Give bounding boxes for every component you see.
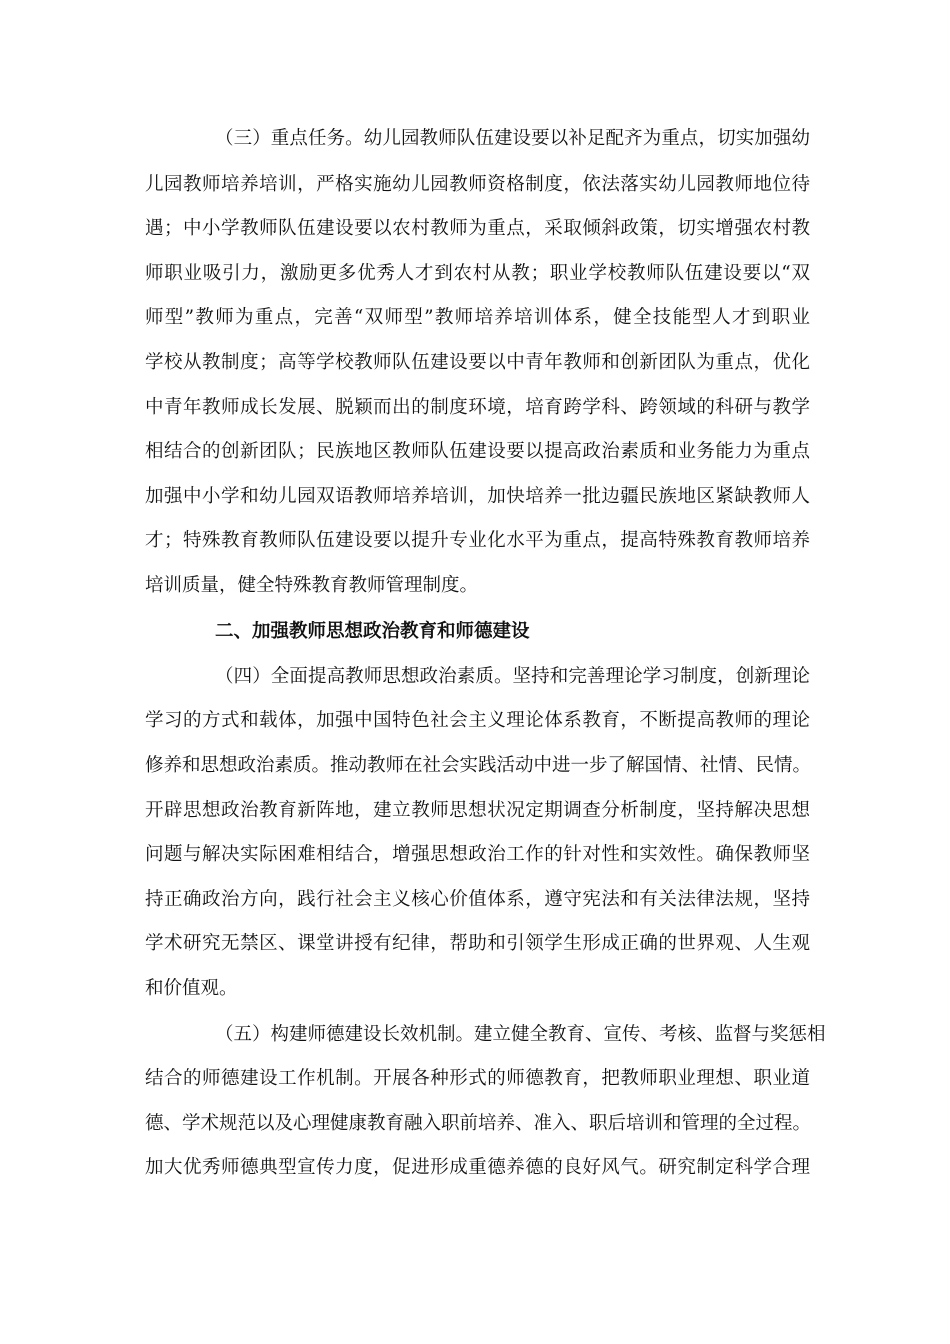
text-line: 持正确政治方向，践行社会主义核心价值体系，遵守宪法和有关法律法规，坚持: [145, 889, 810, 910]
text-line: 德、学术规范以及心理健康教育融入职前培养、准入、职后培训和管理的全过程。: [145, 1113, 812, 1134]
text-line: 相结合的创新团队；民族地区教师队伍建设要以提高政治素质和业务能力为重点: [145, 441, 810, 462]
text-line: 结合的师德建设工作机制。开展各种形式的师德教育，把教师职业理想、职业道: [145, 1068, 810, 1089]
text-line: （三）重点任务。幼儿园教师队伍建设要以补足配齐为重点，切实加强幼: [215, 128, 810, 149]
section-heading: 二、加强教师思想政治教育和师德建设: [215, 621, 530, 642]
text-line: 问题与解决实际困难相结合，增强思想政治工作的针对性和实效性。确保教师坚: [145, 844, 810, 865]
text-line: （四）全面提高教师思想政治素质。坚持和完善理论学习制度，创新理论: [215, 666, 810, 687]
text-line: 学校从教制度；高等学校教师队伍建设要以中青年教师和创新团队为重点，优化: [145, 352, 810, 373]
text-line: 学术研究无禁区、课堂讲授有纪律，帮助和引领学生形成正确的世界观、人生观: [145, 933, 810, 954]
text-line: 和价值观。: [145, 978, 238, 999]
text-line: 加强中小学和幼儿园双语教师培养培训，加快培养一批边疆民族地区紧缺教师人: [145, 486, 810, 507]
text-line: 中青年教师成长发展、脱颖而出的制度环境，培育跨学科、跨领域的科研与教学: [145, 397, 810, 418]
text-line: 开辟思想政治教育新阵地，建立教师思想状况定期调查分析制度，坚持解决思想: [145, 800, 810, 821]
text-line: 学习的方式和载体，加强中国特色社会主义理论体系教育，不断提高教师的理论: [145, 710, 810, 731]
text-line: 儿园教师培养培训，严格实施幼儿园教师资格制度，依法落实幼儿园教师地位待: [145, 174, 810, 195]
text-line: 培训质量，健全特殊教育教师管理制度。: [145, 575, 479, 596]
text-line: （五）构建师德建设长效机制。建立健全教育、宣传、考核、监督与奖惩相: [215, 1024, 826, 1045]
text-line: 修养和思想政治素质。推动教师在社会实践活动中进一步了解国情、社情、民情。: [145, 755, 812, 776]
text-line: 师职业吸引力，激励更多优秀人才到农村从教；职业学校教师队伍建设要以“双: [145, 263, 810, 284]
text-line: 遇；中小学教师队伍建设要以农村教师为重点，采取倾斜政策，切实增强农村教: [145, 218, 810, 239]
text-line: 师型”教师为重点，完善“双师型”教师培养培训体系，健全技能型人才到职业: [145, 307, 810, 328]
text-line: 才；特殊教育教师队伍建设要以提升专业化水平为重点，提高特殊教育教师培养: [145, 530, 810, 551]
text-line: 加大优秀师德典型宣传力度，促进形成重德养德的良好风气。研究制定科学合理: [145, 1157, 810, 1178]
